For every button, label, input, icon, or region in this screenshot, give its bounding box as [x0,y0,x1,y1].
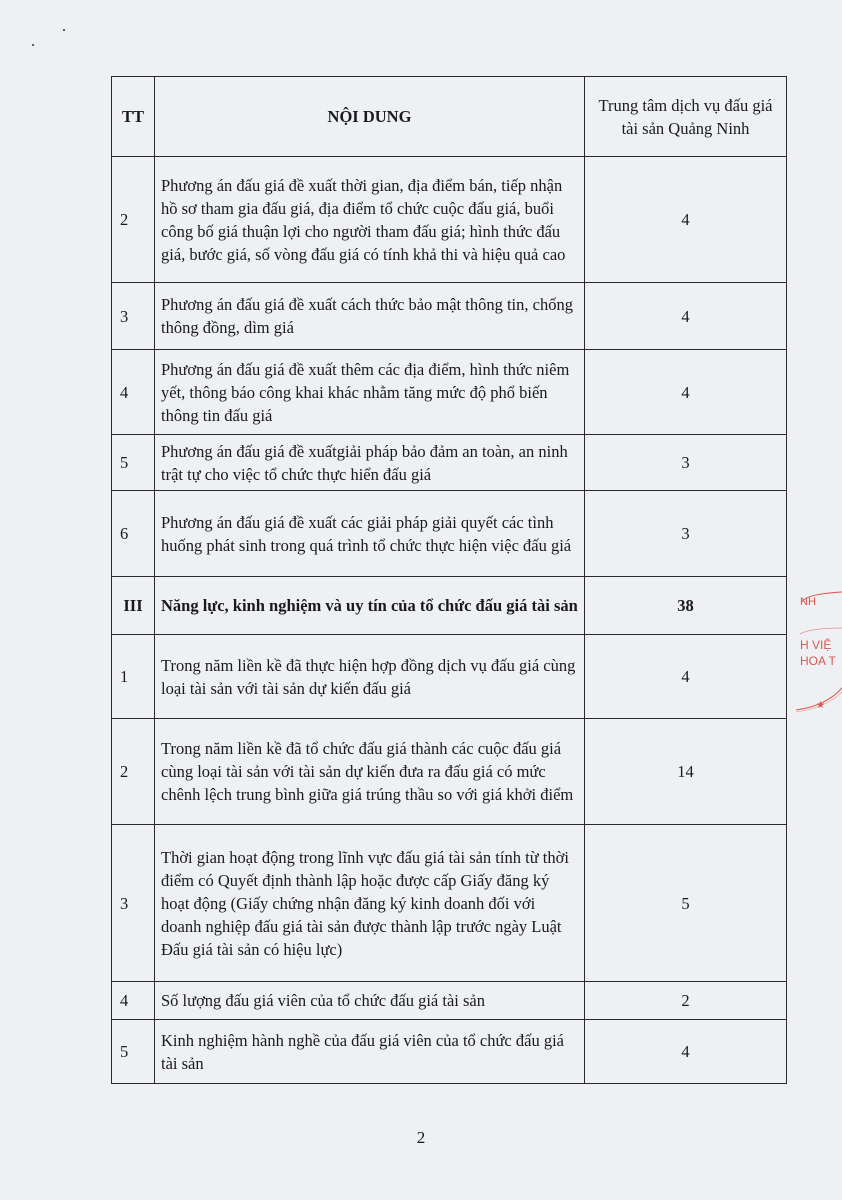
table-row [112,982,787,1020]
row-content: Số lượng đấu giá viên của tổ chức đấu giá tài sản [155,982,585,1020]
row-tt: 2 [112,719,155,825]
row-score: 4 [585,635,787,719]
row-content: Phương án đấu giá đề xuất thêm các địa điểm, hình thức niêm yết, thông báo công khai khác nhằm tăng mức độ phổ biến thông tin đấu giá [155,350,585,435]
seal-text: HOA T [800,654,836,668]
page-number: 2 [416,1128,426,1147]
table-row [112,719,787,825]
row-score: 5 [585,825,787,982]
table-row [112,491,787,577]
row-score: 38 [585,577,787,635]
table-row [112,1020,787,1084]
scoring-table [111,76,787,1084]
row-content: Phương án đấu giá đề xuất thời gian, địa điểm bán, tiếp nhận hồ sơ tham gia đấu giá, địa điểm tổ chức cuộc đấu giá, buổi công bố giá thuận lợi cho người tham đấu giá; hình thức đấu giá, bước giá, số vòng đấu giá có tính khả thi và hiệu quả cao [155,157,585,283]
table-row [112,435,787,491]
row-tt: 6 [112,491,155,577]
row-tt: 1 [112,635,155,719]
header-tt: TT [112,77,155,157]
row-content: Phương án đấu giá đề xuất cách thức bảo mật thông tin, chống thông đồng, dìm giá [155,283,585,350]
scan-speck [32,44,34,46]
header-content: NỘI DUNG [155,77,585,157]
header-org: Trung tâm dịch vụ đấu giá tài sản Quảng Ninh [585,77,787,157]
row-tt: 5 [112,1020,155,1084]
row-content: Năng lực, kinh nghiệm và uy tín của tổ chức đấu giá tài sản [155,577,585,635]
row-content: Kinh nghiệm hành nghề của đấu giá viên của tổ chức đấu giá tài sản [155,1020,585,1084]
row-tt: 3 [112,825,155,982]
row-score: 3 [585,491,787,577]
row-score: 4 [585,1020,787,1084]
row-content: Phương án đấu giá đề xuất các giải pháp giải quyết các tình huống phát sinh trong quá trình tổ chức thực hiện việc đấu giá [155,491,585,577]
row-score: 3 [585,435,787,491]
seal-text: NH [800,596,816,608]
row-score: 2 [585,982,787,1020]
row-score: 4 [585,350,787,435]
row-tt: 4 [112,982,155,1020]
row-score: 4 [585,283,787,350]
table-row [112,157,787,283]
row-score: 14 [585,719,787,825]
table-row [112,635,787,719]
seal-star-icon: ★ [816,700,825,711]
red-seal-fragment [796,588,842,718]
row-content: Thời gian hoạt động trong lĩnh vực đấu giá tài sản tính từ thời điểm có Quyết định thành lập hoặc được cấp Giấy đăng ký hoạt động (Giấy chứng nhận đăng ký kinh doanh đối với doanh nghiệp đấu giá tài sản được thành lập trước ngày Luật Đấu giá tài sản có hiệu lực) [155,825,585,982]
row-score: 4 [585,157,787,283]
scan-speck [63,29,65,31]
row-tt: 3 [112,283,155,350]
table-row-section [112,577,787,635]
row-tt: 4 [112,350,155,435]
row-tt: 2 [112,157,155,283]
table-row [112,825,787,982]
table-header-row [112,77,787,157]
table-row [112,350,787,435]
row-tt: III [112,577,155,635]
table-row [112,283,787,350]
row-tt: 5 [112,435,155,491]
seal-text: H VIỆ [800,638,832,652]
row-content: Trong năm liền kề đã tổ chức đấu giá thành các cuộc đấu giá cùng loại tài sản với tài sản dự kiến đưa ra đấu giá có mức chênh lệch trung bình giữa giá trúng thầu so với giá khởi điểm [155,719,585,825]
row-content: Phương án đấu giá đề xuấtgiải pháp bảo đảm an toàn, an ninh trật tự cho việc tổ chức thực hiển đấu giá [155,435,585,491]
row-content: Trong năm liền kề đã thực hiện hợp đồng dịch vụ đấu giá cùng loại tài sản với tài sản dự kiến đấu giá [155,635,585,719]
